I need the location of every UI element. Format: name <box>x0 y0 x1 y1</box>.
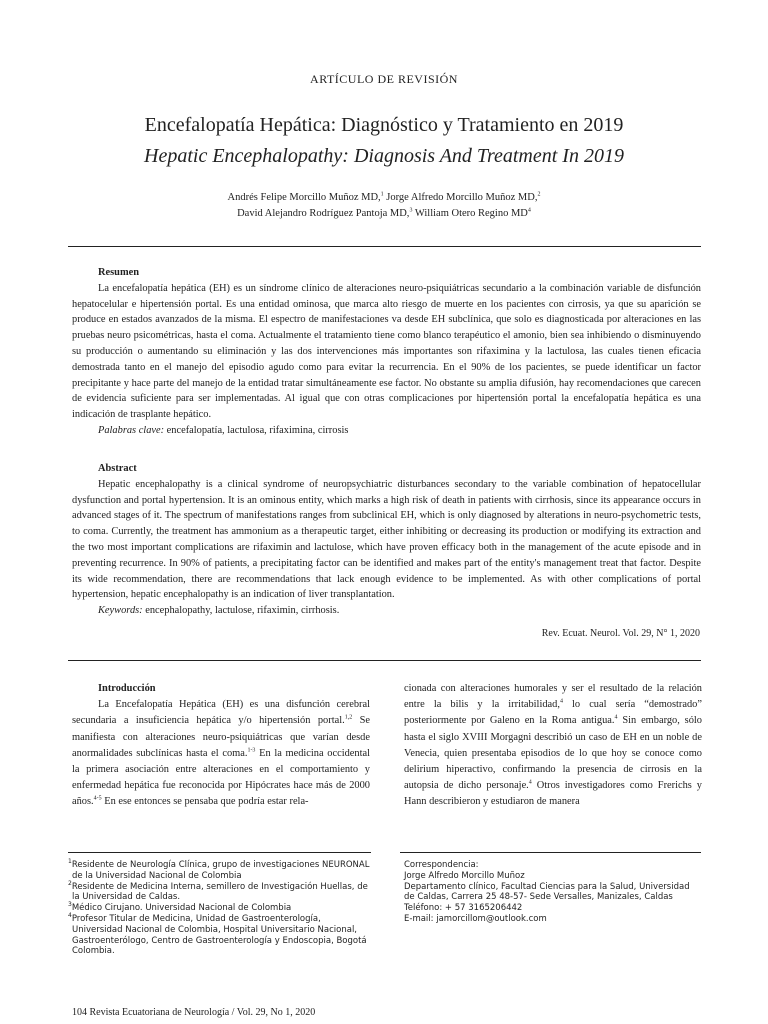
intro-text: En ese entonces se pensaba que podría estar rela- <box>101 796 309 808</box>
citation-ref: 4 <box>528 779 532 786</box>
page-footer: 104 Revista Ecuatoriana de Neurología / Vol. 29, No 1, 2020 <box>72 1007 316 1018</box>
correspondence-name: Jorge Alfredo Morcillo Muñoz <box>404 870 525 881</box>
intro-text: Se manifiesta con alteraciones neuro-psiquiátricas que varían desde anormalidades subclínicas hasta el coma. <box>72 715 370 759</box>
resumen-keywords <box>72 423 701 439</box>
correspondence-label: Correspondencia: <box>404 860 479 870</box>
keywords-label: Palabras clave: <box>98 424 165 436</box>
footnote-text: Residente de Neurología Clínica, grupo de investigaciones NEURONAL de la Universidad Nacional de Colombia <box>71 860 370 881</box>
footnote-number: 4 <box>68 912 72 920</box>
author-affiliation: 1 <box>380 191 384 198</box>
abstract-section <box>72 461 701 619</box>
footnote-number: 2 <box>68 879 72 887</box>
footnote-number: 1 <box>68 858 72 866</box>
correspondence-address: Departamento clínico, Facultad Ciencias para la Salud, Universidad de Caldas, Carrera 25 48-57- Sede Versalles, Manizales, Caldas <box>404 881 690 903</box>
intro-text: lo cual sería “demostrado” posteriormente por Galeno en la Roma antigua. <box>404 699 702 727</box>
footnote-divider-left <box>68 852 371 853</box>
keywords-list: encefalopatía, lactulosa, rifaximina, cirrosis <box>164 424 349 436</box>
author-name: Jorge Alfredo Morcillo Muñoz MD, <box>383 192 538 203</box>
citation-ref: 4-5 <box>93 795 102 802</box>
abstract-divider <box>68 660 701 661</box>
intro-heading: Introducción <box>98 683 156 694</box>
footnote-item <box>68 860 371 882</box>
article-title-english: Hepatic Encephalopathy: Diagnosis And Treatment In 2019 <box>144 145 624 167</box>
authors-line-2 <box>0 208 768 219</box>
citation-ref: 4 <box>559 698 563 705</box>
citation-ref: 1,2 <box>344 714 353 721</box>
intro-text: Sin embargo, sólo hasta el siglo XVIII Morgagni describió un caso de EH en un noble de Venecia, quien presentaba episodios de lo que hoy se conoce como delirium hiperactivo, confirmando la presencia de cirrosis en la autopsia de dicho personaje. <box>404 715 702 792</box>
resumen-text: La encefalopatía hepática (EH) es un síndrome clínico de alteraciones neuro-psiquiátricas secundario a la combinación variable de disfunción hepatocelular e hipertensión portal. Es una entidad ominosa, que marca alto riesgo de muerte en los pacientes con cirrosis, ya que su aparición se produce en estados avanzados de la misma. El espectro de manifestaciones va desde EH subclínica, que solo es diagnosticada por alteraciones en las pruebas neuro psicométricas, hasta el coma. Actualmente el tratamiento tiene como blanco terapéutico el amonio, bien sea inhibiendo o disminuyendo su producción o aumentando su eliminación y las dos intervenciones más importantes son rifaximina y la lactulosa, las cuales tienen eficacia demostrada tanto en el manejo del episodio agudo como para evitar la recurrencia. En el 90% de los pacientes, se puede identificar un factor precipitante y hace parte del manejo de la entidad tratar simultáneamente ese factor. No obstante su amplia difusión, hay recomendaciones que carecen de evidencia suficiente para ser implementadas. Al igual que con otras complicaciones por hipertensión portal la encefalopatía hepática es una indicación de trasplante hepático. <box>72 282 701 421</box>
intro-text: cionada con alteraciones humorales y ser el resultado de la relación entre la bilis y la irritabilidad, <box>404 683 702 711</box>
footnote-divider-right <box>400 852 701 853</box>
intro-text: La Encefalopatía Hepática (EH) es una disfunción cerebral secundaria a insuficiencia hepática y/o hipertensión portal. <box>72 699 370 727</box>
resumen-section <box>72 265 701 439</box>
footnote-item <box>68 903 371 914</box>
footnote-text: Residente de Medicina Interna, semillero de Investigación Huellas, de la Universidad de Caldas. <box>71 881 368 903</box>
keywords-list: encephalopathy, lactulose, rifaximin, cirrhosis. <box>142 605 340 617</box>
footnote-text: Médico Cirujano. Universidad Nacional de Colombia <box>71 903 292 914</box>
intro-text: Otros investigadores como Frerichs y Hann describieron y estudiaron de manera <box>404 780 702 808</box>
author-name: Andrés Felipe Morcillo Muñoz MD, <box>227 192 381 203</box>
footnotes <box>68 860 371 957</box>
header-divider <box>68 246 701 247</box>
citation-ref: 4 <box>614 714 618 721</box>
authors-line-1 <box>0 192 768 203</box>
footnote-item <box>68 914 371 957</box>
author-name: David Alejandro Rodríguez Pantoja MD, <box>237 208 410 219</box>
intro-text: En la medicina occidental la primera asociación entre alteraciones en el comportamiento y enfermedad hepática fue reconocida por Hipócrates hace más de 2000 años. <box>72 747 370 808</box>
intro-column-right <box>404 681 702 811</box>
intro-paragraph <box>72 697 370 810</box>
resumen-heading: Resumen <box>98 267 139 278</box>
intro-paragraph <box>404 681 702 811</box>
author-affiliation: 2 <box>537 191 541 198</box>
correspondence-email[interactable]: E-mail: jamorcillom@outlook.com <box>404 913 547 924</box>
author-name: William Otero Regino MD <box>412 208 528 219</box>
abstract-keywords <box>72 603 701 619</box>
abstract-heading: Abstract <box>98 463 137 474</box>
keywords-label: Keywords: <box>98 605 143 617</box>
author-affiliation: 4 <box>527 207 531 214</box>
author-affiliation: 3 <box>409 207 413 214</box>
article-title-spanish: Encefalopatía Hepática: Diagnóstico y Tratamiento en 2019 <box>144 114 624 136</box>
intro-column-left <box>72 681 370 811</box>
footnote-item <box>68 879 371 904</box>
journal-citation: Rev. Ecuat. Neurol. Vol. 29, N° 1, 2020 <box>541 628 700 639</box>
section-label: ARTÍCULO DE REVISIÓN <box>310 72 458 86</box>
citation-ref: 1-3 <box>247 747 256 754</box>
correspondence-phone: Teléfono: + 57 3165206442 <box>404 903 523 914</box>
footnote-number: 3 <box>68 901 72 909</box>
abstract-text: Hepatic encephalopathy is a clinical syndrome of neuropsychiatric disturbances secondary to the variable combination of hepatocellular dysfunction and portal hypertension. It is an ominous entity, which marks a high risk of death in patients with cirrhosis, since its appearance occurs in advanced stages of it. The spectrum of manifestations ranges from subclinical EH, which is only diagnosed by alterations in neuro-psychometric tests, to coma. Currently, the treatment has ammonium as a therapeutic target, either inhibiting or decreasing its production or modifying its extraction and the two most important complications are rifaximin and lactulose, which have proven efficacy both in the management of the acute episode and in preventing recurrence. In 90% of patients, a precipitating factor can be identified and makes part of the entity's management treat that factor. Despite its wide recommendation, there are recommendations that lack enough evidence to be implemented. As with other complications of portal hypertension, hepatic encephalopathy is an indication of liver transplantation. <box>72 478 701 601</box>
correspondence <box>404 860 701 925</box>
footnote-text: Profesor Titular de Medicina, Unidad de Gastroenterología, Universidad Nacional de Colombia, Hospital Universitario Nacional, Gastroenterólogo, Centro de Gastroenterología y Endoscopia, Bogotá Colombia. <box>71 913 367 957</box>
